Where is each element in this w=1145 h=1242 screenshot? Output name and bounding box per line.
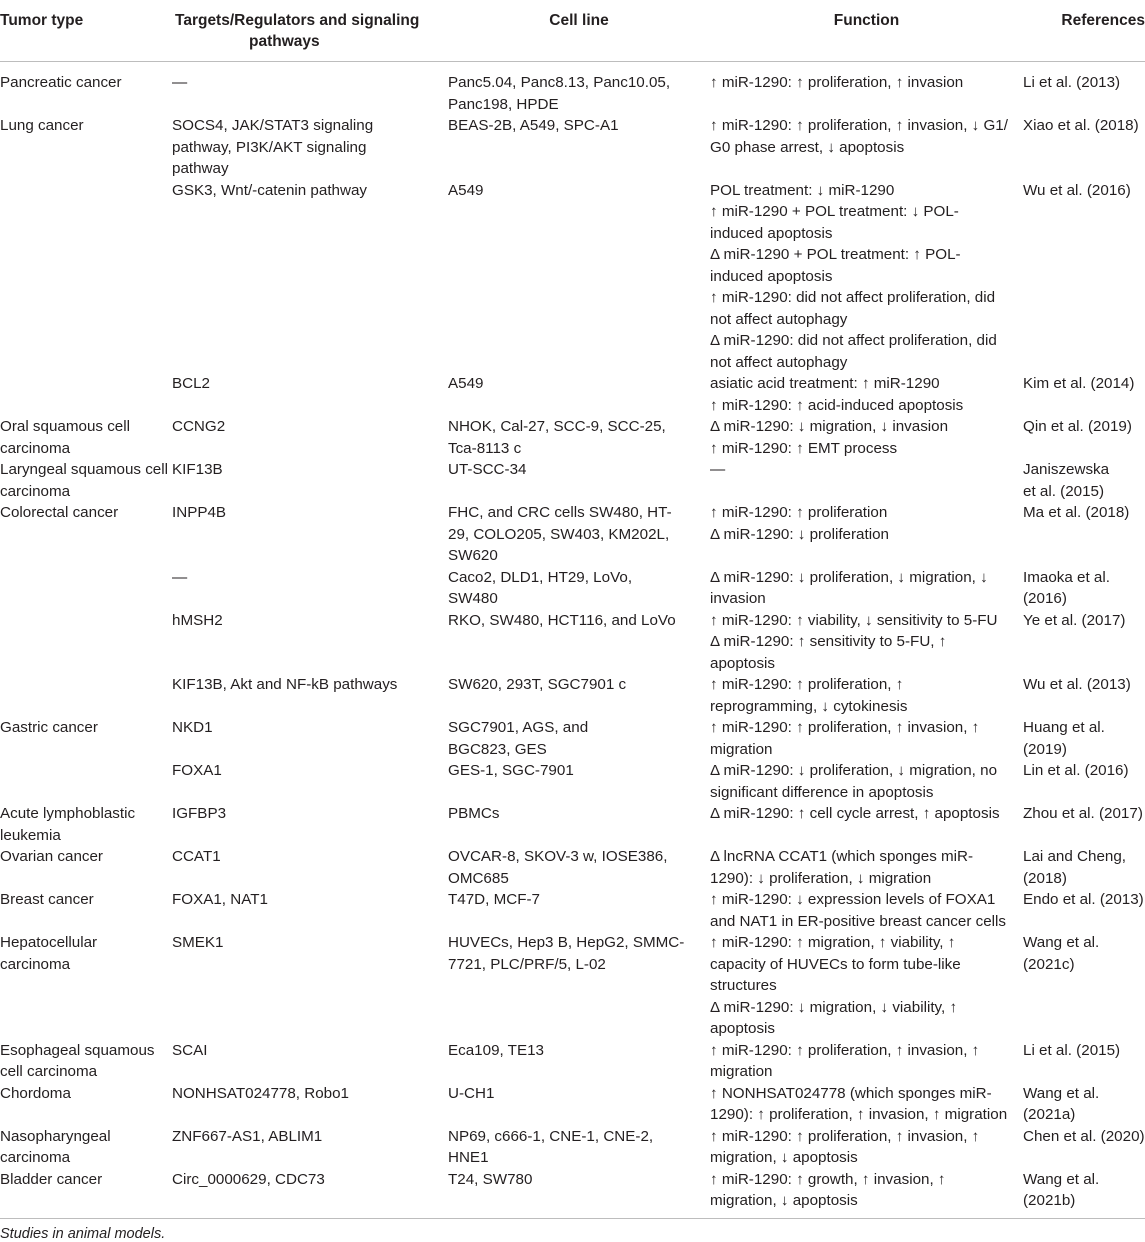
tumor-type-cell [0,416,172,459]
cell-line-line: PBMCs [448,805,500,822]
function-line: ↑ miR-1290: ↑ acid-induced apoptosis [710,396,964,414]
targets-line: NKD1 [172,719,213,736]
function-line: — [710,461,726,478]
reference-line: Wang et al. [1023,1170,1100,1188]
reference-line: (2016) [1023,590,1067,607]
table-row [0,846,1145,889]
function-line: Δ miR-1290: ↑ cell cycle arrest, ↑ apoptosis [710,805,1000,822]
function-line: ↑ miR-1290: ↑ proliferation, ↑ invasion, ↑ [710,719,980,736]
function-cell [710,846,1023,889]
table-row [0,760,1145,803]
cell-line-cell [448,803,710,846]
function-line: induced apoptosis [710,267,833,285]
reference-line: (2021c) [1023,955,1075,973]
targets-cell [172,803,448,846]
cell-line-cell [448,502,710,567]
function-line: ↑ miR-1290: ↑ proliferation, ↑ invasion [710,74,964,91]
targets-line: pathway [172,160,229,177]
cell-line-line: T47D, MCF-7 [448,891,540,908]
reference-line: Ye et al. (2017) [1023,611,1126,629]
table-row [0,567,1145,610]
function-line: Δ miR-1290: ↓ migration, ↓ invasion [710,418,949,435]
table-row [0,62,1145,116]
table-row [0,115,1145,180]
table-row [0,1126,1145,1169]
targets-line: pathway, PI3K/AKT signaling [172,138,367,156]
function-line: migration [710,1063,773,1080]
tumor-type-line: Hepatocellular [0,934,98,951]
targets-line: INPP4B [172,504,227,521]
tumor-type-line: Bladder cancer [0,1170,103,1188]
targets-line: CCAT1 [172,848,221,865]
tumor-type-cell [0,889,172,932]
table-row [0,416,1145,459]
cell-line-cell [448,932,710,1040]
cell-line-cell [448,373,710,416]
reference-cell [1023,459,1145,502]
tumor-type-cell [0,567,172,610]
function-line: ↑ miR-1290: ↓ expression levels of FOXA1 [710,891,996,908]
function-line: and NAT1 in ER-positive breast cancer cells [710,912,1006,930]
reference-line: Ma et al. (2018) [1023,504,1130,521]
targets-line: — [172,568,188,586]
targets-line: SCAI [172,1041,208,1059]
cell-line-line: RKO, SW480, HCT116, and LoVo [448,611,676,629]
cell-line-line: FHC, and CRC cells SW480, HT- [448,504,672,521]
function-cell [710,416,1023,459]
cell-line-line: SW480 [448,590,498,607]
tumor-type-cell [0,717,172,760]
function-cell [710,1040,1023,1083]
table-row [0,459,1145,502]
function-cell [710,717,1023,760]
function-line: ↑ miR-1290: ↑ growth, ↑ invasion, ↑ [710,1170,946,1188]
function-line: migration [710,740,773,758]
reference-cell [1023,62,1145,116]
reference-cell [1023,502,1145,567]
tumor-type-line: carcinoma [0,439,71,457]
tumor-type-line: Pancreatic cancer [0,74,122,91]
tumor-type-line: Chordoma [0,1084,71,1102]
reference-cell [1023,932,1145,1040]
cell-line-cell [448,717,710,760]
targets-line: NONHSAT024778, Robo1 [172,1084,349,1102]
tumor-type-line: Ovarian cancer [0,848,103,865]
reference-line: Lin et al. (2016) [1023,762,1129,779]
function-line: ↑ miR-1290: ↑ viability, ↓ sensitivity to 5-FU [710,611,998,629]
targets-cell [172,459,448,502]
reference-cell [1023,1083,1145,1126]
table-row [0,803,1145,846]
function-line: Δ miR-1290 + POL treatment: ↑ POL- [710,246,961,263]
cell-line-line: A549 [448,181,484,199]
tumor-type-line: Gastric cancer [0,719,98,736]
function-cell [710,1083,1023,1126]
table-row [0,1169,1145,1219]
function-cell [710,502,1023,567]
table-row [0,502,1145,567]
targets-cell [172,1126,448,1169]
targets-cell [172,674,448,717]
cell-line-line: Caco2, DLD1, HT29, LoVo, [448,568,633,586]
cell-line-line: NP69, c666-1, CNE-1, CNE-2, [448,1127,654,1145]
function-cell [710,932,1023,1040]
function-line: ↑ miR-1290: ↑ proliferation, ↑ [710,676,904,693]
targets-cell [172,610,448,675]
header-targets: Targets/Regulators and signaling pathways [172,0,448,62]
tumor-type-line: Lung cancer [0,117,84,134]
function-line: ↑ miR-1290: ↑ proliferation, ↑ invasion, ↑ [710,1041,980,1059]
tumor-type-cell [0,674,172,717]
table-row [0,674,1145,717]
targets-cell [172,760,448,803]
cell-line-cell [448,180,710,374]
cell-line-line: Tca-8113 c [448,439,522,457]
function-cell [710,459,1023,502]
cell-line-cell [448,62,710,116]
cell-line-line: BEAS-2B, A549, SPC-A1 [448,117,619,134]
reference-cell [1023,1169,1145,1219]
tumor-type-cell [0,62,172,116]
cell-line-line: U-CH1 [448,1084,495,1102]
targets-line: BCL2 [172,375,210,392]
reference-line: Xiao et al. (2018) [1023,117,1139,134]
reference-cell [1023,416,1145,459]
function-line: Δ miR-1290: did not affect proliferation, did [710,332,997,349]
function-line: not affect autophagy [710,353,848,371]
function-line: migration, ↓ apoptosis [710,1192,858,1209]
tumor-type-cell [0,1126,172,1169]
tumor-type-line: carcinoma [0,955,71,973]
tumor-type-line: Breast cancer [0,891,94,908]
cell-line-line: GES-1, SGC-7901 [448,762,574,779]
reference-line: Janiszewska [1023,461,1110,478]
cell-line-line: 7721, PLC/PRF/5, L-02 [448,955,606,973]
function-line: capacity of HUVECs to form tube-like [710,955,961,973]
targets-cell [172,62,448,116]
reference-cell [1023,1040,1145,1083]
cell-line-cell [448,416,710,459]
targets-line: CCNG2 [172,418,226,435]
targets-line: hMSH2 [172,611,223,629]
function-line: migration, ↓ apoptosis [710,1149,858,1166]
cell-line-cell [448,1083,710,1126]
function-line: reprogramming, ↓ cytokinesis [710,697,908,715]
cell-line-line: 29, COLO205, SW403, KM202L, [448,525,670,543]
cell-line-line: OVCAR-8, SKOV-3 w, IOSE386, [448,848,668,865]
function-line: significant difference in apoptosis [710,783,934,801]
tumor-type-line: carcinoma [0,482,71,500]
tumor-type-cell [0,373,172,416]
reference-cell [1023,760,1145,803]
function-cell [710,610,1023,675]
targets-cell [172,932,448,1040]
cell-line-line: A549 [448,375,484,392]
cell-line-cell [448,674,710,717]
function-line: not affect autophagy [710,310,848,328]
tumor-type-line: leukemia [0,826,61,844]
table-row [0,373,1145,416]
function-line: Δ miR-1290: ↑ sensitivity to 5-FU, ↑ [710,633,947,650]
reference-line: Qin et al. (2019) [1023,418,1132,435]
targets-cell [172,373,448,416]
cell-line-line: Panc5.04, Panc8.13, Panc10.05, [448,74,671,91]
function-line: ↑ miR-1290 + POL treatment: ↓ POL- [710,203,959,220]
reference-line: Wang et al. [1023,1084,1100,1102]
reference-line: Endo et al. (2013) [1023,891,1144,908]
reference-line: Wu et al. (2013) [1023,676,1131,693]
targets-cell [172,717,448,760]
reference-line: (2021a) [1023,1106,1076,1123]
function-line: Δ lncRNA CCAT1 (which sponges miR- [710,848,974,865]
function-line: Δ miR-1290: ↓ migration, ↓ viability, ↑ [710,998,958,1016]
table-header [0,0,1145,62]
targets-cell [172,567,448,610]
function-line: 1290): ↑ proliferation, ↑ invasion, ↑ migration [710,1106,1008,1123]
function-cell [710,1169,1023,1219]
reference-line: Chen et al. (2020) [1023,1127,1145,1145]
function-line: asiatic acid treatment: ↑ miR-1290 [710,375,940,392]
function-line: ↑ miR-1290: did not affect proliferation, did [710,289,996,306]
targets-cell [172,889,448,932]
targets-cell [172,416,448,459]
table-row [0,1083,1145,1126]
function-cell [710,62,1023,116]
reference-line: Li et al. (2013) [1023,74,1121,91]
reference-line: Huang et al. [1023,719,1105,736]
function-line: Δ miR-1290: ↓ proliferation, ↓ migration, ↓ [710,568,988,586]
header-function: Function [710,0,1023,62]
reference-cell [1023,1126,1145,1169]
function-cell [710,180,1023,374]
tumor-type-cell [0,1169,172,1219]
targets-line: Circ_0000629, CDC73 [172,1170,325,1188]
reference-cell [1023,674,1145,717]
function-line: Δ miR-1290: ↓ proliferation [710,525,889,543]
reference-line: Li et al. (2015) [1023,1041,1121,1059]
function-line: Δ miR-1290: ↓ proliferation, ↓ migration, no [710,762,998,779]
function-line: induced apoptosis [710,224,833,242]
tumor-type-cell [0,115,172,180]
reference-line: et al. (2015) [1023,482,1105,500]
reference-cell [1023,889,1145,932]
cell-line-cell [448,610,710,675]
function-line: ↑ miR-1290: ↑ proliferation [710,504,888,521]
targets-line: KIF13B [172,461,223,478]
targets-line: ZNF667-AS1, ABLIM1 [172,1127,323,1145]
cell-line-line: UT-SCC-34 [448,461,527,478]
function-line: ↑ miR-1290: ↑ migration, ↑ viability, ↑ [710,934,956,951]
table-row [0,1040,1145,1083]
reference-line: (2018) [1023,869,1067,887]
function-cell [710,373,1023,416]
reference-line: (2019) [1023,740,1067,758]
cell-line-cell [448,1040,710,1083]
cell-line-cell [448,459,710,502]
function-line: invasion [710,590,766,607]
tumor-type-line: Esophageal squamous [0,1041,155,1059]
targets-cell [172,180,448,374]
cell-line-line: Panc198, HPDE [448,95,559,113]
reference-line: Kim et al. (2014) [1023,375,1135,392]
reference-cell [1023,846,1145,889]
targets-line: KIF13B, Akt and NF-kB pathways [172,676,398,693]
function-cell [710,1126,1023,1169]
table-row [0,180,1145,374]
cell-line-line: NHOK, Cal-27, SCC-9, SCC-25, [448,418,666,435]
reference-cell [1023,567,1145,610]
targets-line: FOXA1, NAT1 [172,891,268,908]
cell-line-line: SW620, 293T, SGC7901 c [448,676,627,693]
targets-line: IGFBP3 [172,805,227,822]
table-footnote: Studies in animal models. [0,1225,166,1242]
function-line: G0 phase arrest, ↓ apoptosis [710,138,905,156]
reference-cell [1023,373,1145,416]
function-line: ↑ miR-1290: ↑ EMT process [710,439,898,457]
targets-line: SOCS4, JAK/STAT3 signaling [172,117,374,134]
tumor-type-cell [0,846,172,889]
function-cell [710,674,1023,717]
function-cell [710,889,1023,932]
cell-line-cell [448,889,710,932]
tumor-type-line: Nasopharyngeal [0,1127,111,1145]
function-line: apoptosis [710,1020,776,1037]
reference-line: (2021b) [1023,1192,1076,1209]
cell-line-line: SW620 [448,547,498,564]
function-line: 1290): ↓ proliferation, ↓ migration [710,869,932,887]
cell-line-cell [448,846,710,889]
tumor-type-line: carcinoma [0,1149,71,1166]
cell-line-line: SGC7901, AGS, and [448,719,589,736]
reference-cell [1023,717,1145,760]
tumor-type-cell [0,1040,172,1083]
cell-line-line: T24, SW780 [448,1170,533,1188]
reference-cell [1023,180,1145,374]
tumor-type-cell [0,180,172,374]
tumor-type-cell [0,502,172,567]
targets-cell [172,115,448,180]
function-line: ↑ miR-1290: ↑ proliferation, ↑ invasion, ↓ G1/ [710,117,1008,134]
cell-line-cell [448,567,710,610]
function-cell [710,760,1023,803]
targets-line: FOXA1 [172,762,222,779]
tumor-type-cell [0,760,172,803]
targets-cell [172,1083,448,1126]
function-line: structures [710,977,777,994]
header-cell-line: Cell line [448,0,710,62]
table-row [0,889,1145,932]
targets-line: GSK3, Wnt/-catenin pathway [172,181,367,199]
cell-line-cell [448,115,710,180]
tumor-type-line: cell carcinoma [0,1063,98,1080]
cell-line-cell [448,1126,710,1169]
cell-line-line: OMC685 [448,869,509,887]
tumor-type-line: Oral squamous cell [0,418,130,435]
cell-line-line: HUVECs, Hep3 B, HepG2, SMMC- [448,934,685,951]
reference-line: Lai and Cheng, [1023,848,1127,865]
cell-line-cell [448,760,710,803]
cell-line-line: Eca109, TE13 [448,1041,544,1059]
reference-line: Wu et al. (2016) [1023,181,1131,199]
table-row [0,610,1145,675]
tumor-type-cell [0,1083,172,1126]
targets-line: — [172,74,188,91]
table-row [0,932,1145,1040]
tumor-type-cell [0,459,172,502]
targets-cell [172,846,448,889]
tumor-type-line: Colorectal cancer [0,504,119,521]
tumor-type-cell [0,610,172,675]
reference-line: Imaoka et al. [1023,568,1110,586]
cell-line-line: HNE1 [448,1149,489,1166]
targets-cell [172,1169,448,1219]
function-line: ↑ NONHSAT024778 (which sponges miR- [710,1084,992,1102]
targets-cell [172,502,448,567]
cell-line-cell [448,1169,710,1219]
tumor-type-line: Laryngeal squamous cell [0,461,169,478]
reference-cell [1023,610,1145,675]
reference-line: Wang et al. [1023,934,1100,951]
header-tumor-type: Tumor type [0,0,172,62]
function-line: apoptosis [710,654,776,672]
tumor-type-cell [0,932,172,1040]
reference-cell [1023,115,1145,180]
function-line: POL treatment: ↓ miR-1290 [710,181,895,199]
targets-cell [172,1040,448,1083]
tumor-type-line: Acute lymphoblastic [0,805,136,822]
table-body [0,62,1145,1219]
header-references: References [1023,0,1145,62]
cell-line-line: BGC823, GES [448,740,547,758]
reference-cell [1023,803,1145,846]
reference-line: Zhou et al. (2017) [1023,805,1143,822]
function-cell [710,115,1023,180]
tumor-type-cell [0,803,172,846]
targets-line: SMEK1 [172,934,224,951]
table-row [0,717,1145,760]
function-cell [710,803,1023,846]
function-line: ↑ miR-1290: ↑ proliferation, ↑ invasion, ↑ [710,1127,980,1145]
function-cell [710,567,1023,610]
